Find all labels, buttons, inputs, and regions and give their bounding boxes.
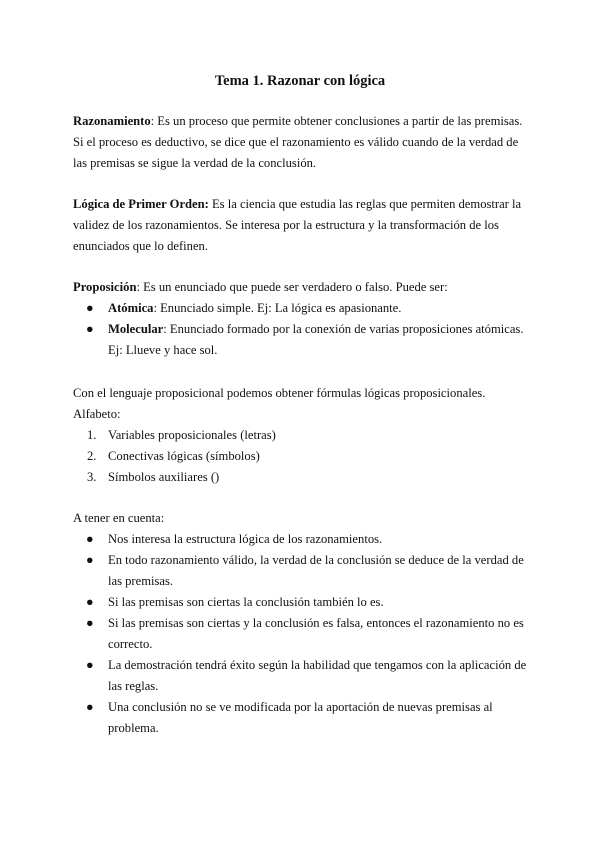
bullet-icon: ● xyxy=(86,595,94,609)
logica-paragraph xyxy=(73,194,533,257)
lenguaje-line1: Con el lenguaje proposicional podemos obtener fórmulas lógicas proposicionales. xyxy=(73,386,486,400)
document-title: Tema 1. Razonar con lógica xyxy=(214,73,386,89)
list-number: 1. xyxy=(87,428,97,442)
razonamiento-term: Razonamiento xyxy=(73,114,151,128)
bullet-icon: ● xyxy=(86,322,94,336)
section-lenguaje xyxy=(73,383,533,488)
list-item-text: En todo razonamiento válido, la verdad de la conclusión se deduce de la verdad de las premisas. xyxy=(108,553,524,588)
list-item xyxy=(73,298,533,319)
list-item xyxy=(73,446,533,467)
alfabeto-label: Alfabeto: xyxy=(73,407,121,421)
list-item-text: Símbolos auxiliares () xyxy=(108,470,220,484)
razonamiento-paragraph xyxy=(73,111,533,174)
list-item xyxy=(73,613,533,655)
bullet-icon: ● xyxy=(86,532,94,546)
section-razonamiento xyxy=(73,111,533,174)
proposicion-text: : Es un enunciado que puede ser verdadero o falso. Puede ser: xyxy=(136,280,448,294)
list-item-text: Si las premisas son ciertas la conclusión también lo es. xyxy=(108,595,384,609)
list-item xyxy=(73,529,533,550)
list-number: 3. xyxy=(87,470,97,484)
atomica-text: : Enunciado simple. Ej: La lógica es apasionante. xyxy=(153,301,402,315)
molecular-term: Molecular xyxy=(108,322,164,336)
bullet-icon: ● xyxy=(86,658,94,672)
logica-term: Lógica de Primer Orden: xyxy=(73,197,209,211)
logica-text: Es la ciencia que estudia las reglas que permiten demostrar la validez de los razonamientos. Se interesa por la estructura y la transformación de los enunciados que lo definen. xyxy=(73,197,522,253)
list-item-text: Conectivas lógicas (símbolos) xyxy=(108,449,260,463)
list-item xyxy=(73,425,533,446)
bullet-icon: ● xyxy=(86,553,94,567)
list-item xyxy=(73,592,533,613)
list-item xyxy=(73,697,533,739)
section-proposicion xyxy=(73,277,533,361)
section-logica xyxy=(73,194,533,257)
atomica-term: Atómica xyxy=(108,301,154,315)
list-item xyxy=(73,319,533,361)
list-item-text: Nos interesa la estructura lógica de los razonamientos. xyxy=(108,532,383,546)
bullet-icon: ● xyxy=(86,700,94,714)
list-item xyxy=(73,550,533,592)
molecular-text: : Enunciado formado por la conexión de varias proposiciones atómicas. Ej: Llueve y hace sol. xyxy=(108,322,524,357)
list-item-text: Variables proposicionales (letras) xyxy=(108,428,276,442)
list-item xyxy=(73,467,533,488)
razonamiento-text: : Es un proceso que permite obtener conclusiones a partir de las premisas. Si el proceso es deductivo, se dice que el razonamiento es válido cuando de la verdad de las premisas se sigue la verdad de la conclusión. xyxy=(73,114,523,170)
tener-heading: A tener en cuenta: xyxy=(73,511,165,525)
proposicion-paragraph xyxy=(73,277,533,298)
tener-list xyxy=(73,529,533,739)
proposicion-list xyxy=(73,298,533,361)
list-number: 2. xyxy=(87,449,97,463)
alfabeto-list xyxy=(73,425,533,488)
bullet-icon: ● xyxy=(86,616,94,630)
list-item xyxy=(73,655,533,697)
list-item-text: Si las premisas son ciertas y la conclusión es falsa, entonces el razonamiento no es correcto. xyxy=(108,616,524,651)
list-item-text: Una conclusión no se ve modificada por la aportación de nuevas premisas al problema. xyxy=(108,700,493,735)
section-tener-en-cuenta xyxy=(73,508,533,739)
list-item-text: La demostración tendrá éxito según la habilidad que tengamos con la aplicación de las reglas. xyxy=(108,658,527,693)
proposicion-term: Proposición xyxy=(73,280,137,294)
bullet-icon: ● xyxy=(86,301,94,315)
